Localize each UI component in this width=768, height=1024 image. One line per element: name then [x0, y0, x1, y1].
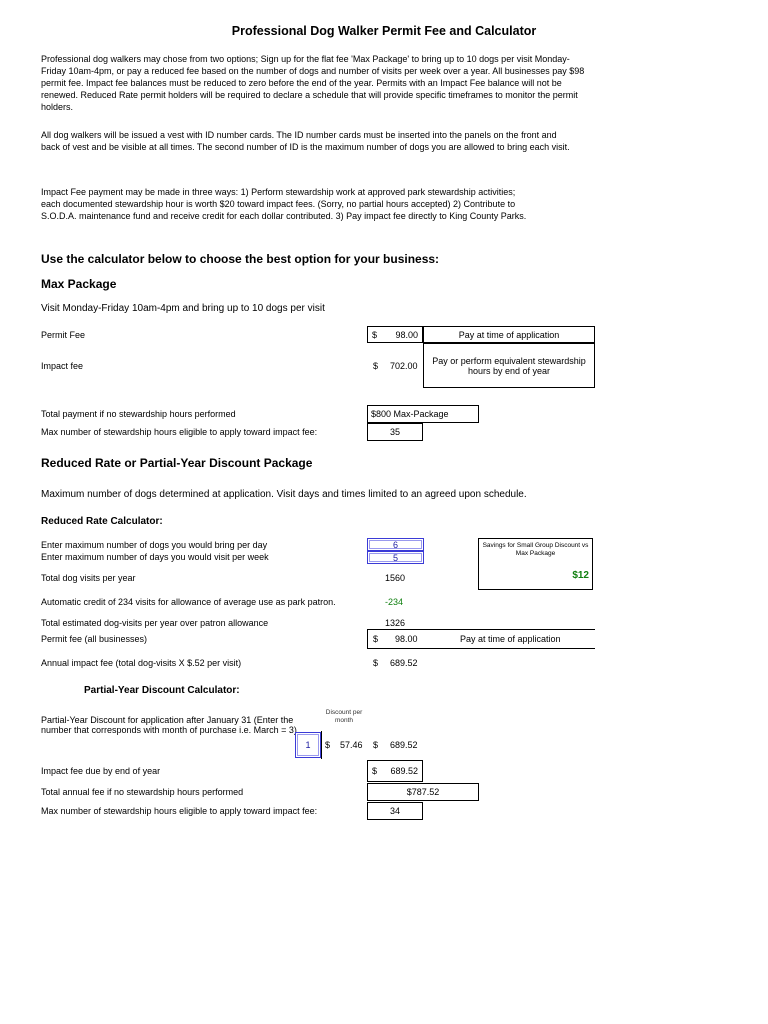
page-title: Professional Dog Walker Permit Fee and Calculator: [231, 24, 537, 38]
partial-hours-value: 34: [367, 802, 423, 820]
savings-label: Savings for Small Group Discount vs Max Package: [482, 542, 589, 557]
estimated-visits-label: Total estimated dog-visits per year over patron allowance: [41, 618, 269, 628]
currency-symbol: $: [373, 658, 379, 668]
text-line: holders.: [41, 102, 74, 112]
intro-paragraph-payment: [41, 186, 641, 222]
max-total-label: Total payment if no stewardship hours performed: [41, 409, 236, 419]
max-package-subtitle: Visit Monday-Friday 10am-4pm and bring up to 10 dogs per visit: [41, 303, 325, 314]
reduced-package-heading: Reduced Rate or Partial-Year Discount Package: [41, 456, 313, 470]
text-line: All dog walkers will be issued a vest with ID number cards. The ID number cards must be inserted into the panels on the front and: [41, 130, 557, 140]
currency-symbol: $: [325, 740, 331, 750]
currency-symbol: $: [372, 329, 378, 340]
visits-per-year-value: 1560: [385, 573, 406, 583]
partial-amount-value: 689.52: [390, 740, 418, 750]
month-input[interactable]: 1: [295, 732, 321, 758]
partial-total-label: Total annual fee if no stewardship hours performed: [41, 787, 244, 797]
max-permit-fee-cell: [367, 326, 423, 343]
dogs-per-day-input[interactable]: 6: [367, 538, 424, 551]
reduced-permit-note: Pay at time of application: [460, 634, 561, 644]
intro-paragraph-options: [41, 53, 641, 113]
annual-impact-label: Annual impact fee (total dog-visits X $.52 per visit): [41, 658, 242, 668]
text-line: Friday 10am-4pm, or pay a reduced fee based on the number of dogs and number of visits per week over a year. All businesses pay $98: [41, 66, 585, 76]
max-package-heading: Max Package: [41, 277, 117, 291]
reduced-permit-label: Permit fee (all businesses): [41, 634, 148, 644]
calculator-heading: Use the calculator below to choose the best option for your business:: [41, 252, 440, 266]
max-hours-value: 35: [367, 423, 423, 441]
impact-due-value: 689.52: [390, 766, 418, 776]
partial-total-value: $787.52: [367, 783, 479, 801]
patron-credit-value: -234: [385, 597, 404, 607]
currency-symbol: $: [372, 766, 378, 776]
text-line: Impact Fee payment may be made in three ways: 1) Perform stewardship work at approved park stewardship activities;: [41, 187, 516, 197]
divider: [367, 648, 595, 649]
patron-credit-label: Automatic credit of 234 visits for allowance of average use as park patron.: [41, 597, 336, 607]
text-line: renewed. Reduced Rate permit holders will be required to declare a schedule that will provide specific timeframes to monitor the permit: [41, 90, 578, 100]
partial-hours-label: Max number of stewardship hours eligible to apply toward impact fee:: [41, 806, 318, 816]
days-per-week-input[interactable]: 5: [367, 551, 424, 564]
partial-year-heading: Partial-Year Discount Calculator:: [84, 685, 240, 696]
intro-paragraph-vest: [41, 129, 641, 153]
divider: [367, 629, 595, 630]
reduced-calculator-heading: Reduced Rate Calculator:: [41, 516, 163, 527]
reduced-permit-fee-value: 98.00: [395, 634, 418, 644]
savings-box: [478, 538, 593, 590]
max-total-value: $800 Max-Package: [367, 405, 479, 423]
max-permit-label: Permit Fee: [41, 330, 86, 340]
text-line: permit fee. Impact fee balances must be reduced to zero before the end of the year. Permits with an Impact Fee balance will not be: [41, 78, 562, 88]
savings-value: $12: [572, 570, 589, 581]
visits-per-year-label: Total dog visits per year: [41, 573, 136, 583]
partial-month-label: Partial-Year Discount for application after January 31 (Enter the number that corresponds with month of purchase i.e. March = 3): [41, 715, 297, 735]
monthly-discount-value: 57.46: [340, 740, 363, 750]
max-permit-fee-value: 98.00: [395, 329, 418, 340]
discount-per-month-header: Discount per month: [325, 709, 363, 724]
impact-due-label: Impact fee due by end of year: [41, 766, 161, 776]
max-impact-label: Impact fee: [41, 361, 84, 371]
text-line: each documented stewardship hour is worth $20 toward impact fees. (Sorry, no partial hours accepted) 2) Contribute to: [41, 199, 516, 209]
text-line: back of vest and be visible at all times. The second number of ID is the maximum number of dogs you are allowed to bring each visit.: [41, 142, 570, 152]
currency-symbol: $: [373, 740, 379, 750]
max-impact-note: Pay or perform equivalent stewardship hours by end of year: [423, 343, 595, 388]
divider: [321, 731, 322, 759]
text-line: Professional dog walkers may chose from two options; Sign up for the flat fee 'Max Package' to bring up to 10 dogs per visit Monday-: [41, 54, 570, 64]
currency-symbol: $: [373, 634, 379, 644]
annual-impact-value: 689.52: [390, 658, 418, 668]
dogs-per-day-label: Enter maximum number of dogs you would bring per day: [41, 540, 268, 550]
impact-due-cell: [367, 760, 423, 782]
divider: [367, 629, 368, 649]
reduced-package-subtitle: Maximum number of dogs determined at application. Visit days and times limited to an agreed upon schedule.: [41, 489, 527, 500]
currency-symbol: $: [373, 361, 379, 371]
days-per-week-label: Enter maximum number of days you would visit per week: [41, 552, 269, 562]
max-impact-fee-value: 702.00: [390, 361, 418, 371]
text-line: S.O.D.A. maintenance fund and receive credit for each dollar contributed. 3) Pay impact fee directly to King County Parks.: [41, 211, 527, 221]
max-permit-note: Pay at time of application: [423, 326, 595, 343]
estimated-visits-value: 1326: [385, 618, 406, 628]
max-hours-label: Max number of stewardship hours eligible to apply toward impact fee:: [41, 427, 318, 437]
